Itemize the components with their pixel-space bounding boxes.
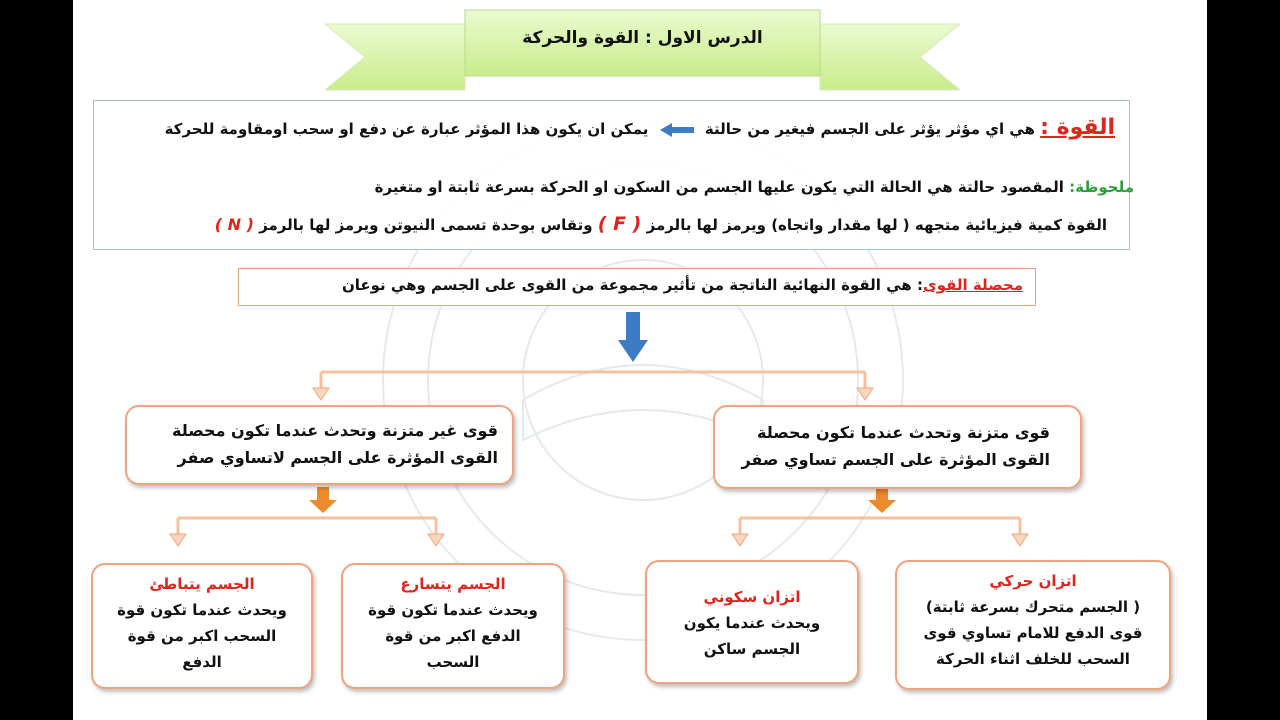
decelerating-line-1: ويحدث عندما تكون قوة: [117, 601, 287, 619]
static-title: اتزان سكوني: [703, 588, 801, 606]
balanced-line-2: القوى المؤثرة على الجسم تساوي صفر: [741, 450, 1050, 469]
branch-connector-left: [178, 518, 436, 536]
definition-text-4: وتقاس بوحدة تسمى النيوتن ويرمز لها بالرمز: [259, 216, 593, 234]
symbol-n: ( N ): [214, 215, 254, 234]
definition-text-1: هي اي مؤثر يؤثر على الجسم فيغير من حالتة: [704, 120, 1035, 138]
arrow-to-decelerating-icon: [170, 534, 186, 546]
unbalanced-line-1: قوى غير متزنة وتحدث عندما تكون محصلة: [172, 421, 498, 440]
dynamic-line-2: قوى الدفع للامام تساوي قوى: [923, 624, 1143, 642]
dynamic-title: اتزان حركي: [989, 572, 1077, 590]
down-arrow-icon: [618, 312, 648, 362]
balanced-forces-box: [713, 405, 1082, 489]
symbol-f: ( F ): [597, 213, 642, 235]
dynamic-line-3: السحب للخلف اثناء الحركة: [936, 650, 1130, 668]
resultant-text: هي القوة النهائية الناتجة من تأثير مجموعة من القوى على الجسم وهي نوعان: [341, 276, 912, 294]
dynamic-equilibrium-box: [895, 560, 1171, 690]
resultant-term: محصلة القوى: [922, 276, 1023, 294]
note-text: المقصود حالتة هي الحالة التي يكون عليها الجسم من السكون او الحركة بسرعة ثابتة او متغيرة: [374, 178, 1064, 196]
note-label: ملحوظة:: [1069, 178, 1134, 196]
unbalanced-line-2: القوى المؤثرة على الجسم لاتساوي صفر: [177, 448, 498, 467]
lesson-title: الدرس الاول : القوة والحركة: [522, 28, 763, 48]
arrow-to-accelerating-icon: [428, 534, 444, 546]
decelerating-box: [91, 563, 313, 689]
term-force: القوة :: [1040, 115, 1115, 140]
balanced-line-1: قوى متزنة وتحدث عندما تكون محصلة: [757, 423, 1050, 442]
orange-arrow-left-icon: [309, 487, 337, 513]
arrow-to-static-icon: [732, 534, 748, 546]
balanced-text: [741, 419, 1050, 473]
accelerating-box: [341, 563, 565, 689]
accelerating-title: الجسم يتسارع: [400, 575, 506, 593]
resultant-colon: :: [916, 276, 923, 294]
unbalanced-forces-box: [125, 405, 514, 485]
accelerating-line-3: السحب: [426, 653, 480, 671]
definition-text-2: يمكن ان يكون هذا المؤثر عبارة عن دفع او سحب اومقاومة للحركة: [164, 120, 649, 138]
static-equilibrium-box: [645, 560, 859, 684]
decelerating-line-2: السحب اكبر من قوة: [127, 627, 277, 645]
arrow-to-dynamic-icon: [1012, 534, 1028, 546]
unbalanced-text: [172, 417, 498, 471]
slide: [73, 0, 1207, 720]
dynamic-line-1: ( الجسم متحرك بسرعة ثابتة): [925, 598, 1141, 616]
arrow-to-balanced-icon: [857, 388, 873, 400]
arrow-to-unbalanced-icon: [313, 388, 329, 400]
decelerating-line-3: الدفع: [182, 653, 222, 671]
static-line-1: ويحدث عندما يكون: [683, 614, 821, 632]
decelerating-title: الجسم يتباطئ: [149, 575, 255, 593]
branch-connector-right: [740, 518, 1020, 536]
accelerating-line-1: ويحدث عندما تكون قوة: [368, 601, 538, 619]
accelerating-line-2: الدفع اكبر من قوة: [385, 627, 521, 645]
definition-text-3: القوة كمية فيزيائية متجهه ( لها مقدار واتجاه) ويرمز لها بالرمز: [646, 216, 1107, 234]
static-line-2: الجسم ساكن: [703, 640, 801, 658]
branch-connector-top: [321, 372, 865, 390]
orange-arrow-right-icon: [868, 487, 896, 513]
